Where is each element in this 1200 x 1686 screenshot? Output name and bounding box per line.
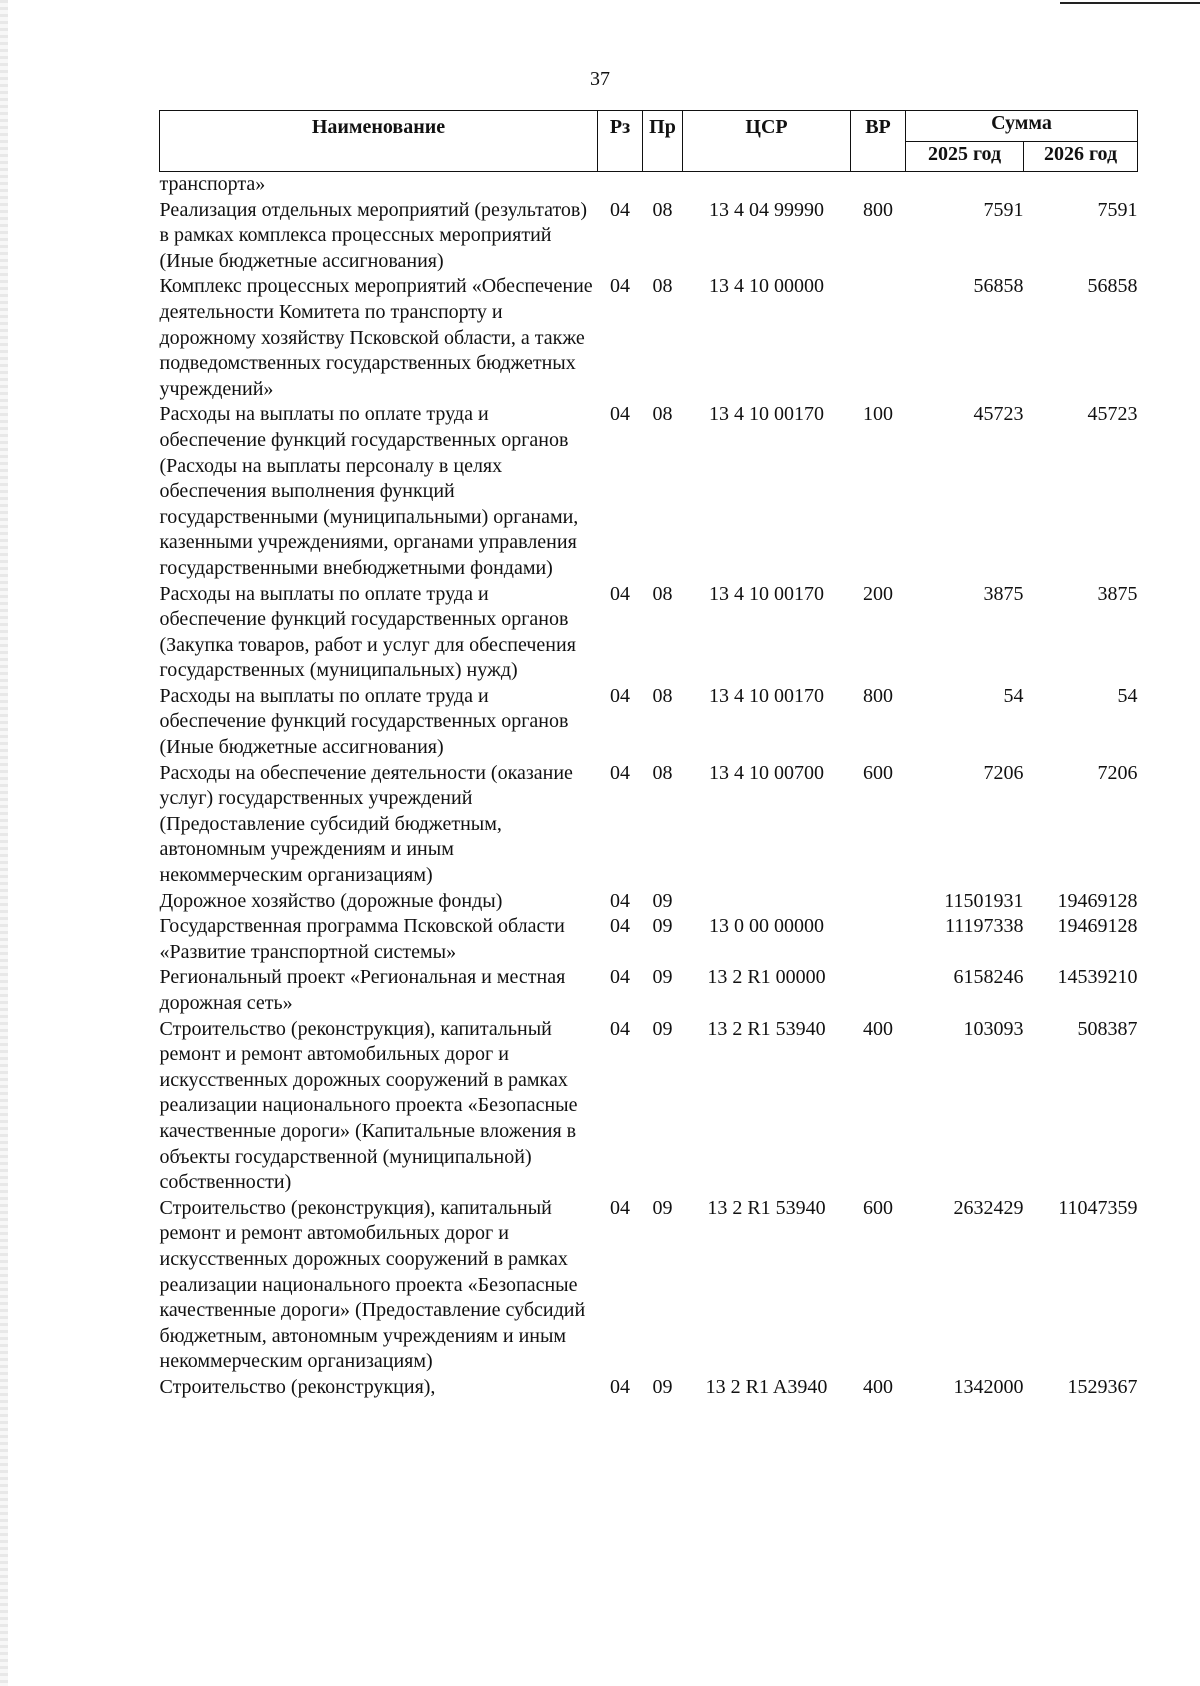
cell-pr: 08	[652, 684, 673, 707]
cell-pr: 09	[652, 966, 673, 989]
cell-csr: 13 4 10 00000	[709, 275, 824, 298]
scan-edge	[0, 0, 8, 1686]
cell-2025: 103093	[963, 1017, 1024, 1040]
cell-csr: 13 4 10 00700	[709, 761, 824, 784]
cell-vr: 800	[863, 198, 893, 221]
cell-csr	[683, 172, 851, 198]
cell-2025: 3875	[983, 582, 1024, 605]
cell-csr: 13 2 R1 53940	[707, 1196, 826, 1219]
cell-vr: 800	[863, 684, 893, 707]
table-body	[160, 172, 1138, 1401]
cell-name: Строительство (реконструкция), капитальный ремонт и ремонт автомобильных дорог и искусственных дорожных сооружений в рамках реализации национального проекта «Безопасные качественные дороги» (Капитальные вложения в объекты государственной (муниципальной) собственности)	[159, 1017, 578, 1194]
cell-rz: 04	[610, 1375, 630, 1398]
cell-vr: 600	[863, 1196, 893, 1219]
table-row	[160, 761, 1138, 889]
cell-rz: 04	[610, 275, 630, 298]
cell-2026: 14539210	[1057, 966, 1138, 989]
cell-rz: 04	[610, 889, 630, 912]
cell-2026: 19469128	[1057, 915, 1138, 938]
table-header	[160, 111, 1138, 172]
cell-2026: 7591	[1097, 198, 1138, 221]
table-row	[160, 1196, 1138, 1375]
cell-rz: 04	[610, 403, 630, 426]
header-sum: Сумма	[906, 111, 1138, 142]
table-row	[160, 684, 1138, 761]
cell-vr: 400	[863, 1017, 893, 1040]
table-row	[160, 914, 1138, 965]
cell-rz: 04	[610, 1196, 630, 1219]
cell-pr: 09	[652, 1375, 673, 1398]
table-row	[160, 1017, 1138, 1196]
cell-rz	[598, 172, 643, 198]
cell-2026: 7206	[1097, 761, 1138, 784]
cell-rz: 04	[610, 684, 630, 707]
cell-name: Комплекс процессных мероприятий «Обеспечение деятельности Комитета по транспорту и дорожному хозяйству Псковской области, а также подведомственных государственных бюджетных учреждений»	[159, 275, 593, 400]
cell-2026: 19469128	[1057, 889, 1138, 912]
cell-2026: 56858	[1087, 275, 1138, 298]
scan-mark	[1060, 2, 1200, 4]
cell-name: Строительство (реконструкция), капитальный ремонт и ремонт автомобильных дорог и искусственных дорожных сооружений в рамках реализации национального проекта «Безопасные качественные дороги» (Предоставление субсидий бюджетным, автономным учреждениям и иным некоммерческим организациям)	[159, 1196, 586, 1373]
cell-vr: 100	[863, 403, 893, 426]
cell-2025: 11197338	[944, 915, 1024, 938]
table-row	[160, 582, 1138, 684]
cell-csr: 13 4 10 00170	[709, 684, 824, 707]
table-row	[160, 889, 1138, 915]
cell-vr	[851, 172, 906, 198]
cell-csr: 13 2 R1 53940	[707, 1017, 826, 1040]
cell-csr: 13 4 04 99990	[709, 198, 824, 221]
cell-rz: 04	[610, 582, 630, 605]
cell-csr	[683, 889, 851, 915]
cell-name: Расходы на выплаты по оплате труда и обеспечение функций государственных органов (Закупка товаров, работ и услуг для обеспечения государственных (муниципальных) нужд)	[159, 582, 576, 682]
cell-name: Строительство (реконструкция),	[159, 1375, 436, 1398]
table-row	[160, 402, 1138, 581]
cell-vr: 400	[863, 1375, 893, 1398]
cell-2026: 1529367	[1067, 1375, 1138, 1398]
cell-2025: 54	[1003, 684, 1024, 707]
cell-pr: 09	[652, 1017, 673, 1040]
cell-csr: 13 4 10 00170	[709, 582, 824, 605]
cell-pr: 08	[652, 403, 673, 426]
cell-pr: 08	[652, 275, 673, 298]
cell-name: Расходы на обеспечение деятельности (оказание услуг) государственных учреждений (Предоставление субсидий бюджетным, автономным учреждениям и иным некоммерческим организациям)	[159, 761, 573, 887]
cell-2025: 56858	[973, 275, 1024, 298]
cell-pr	[643, 172, 683, 198]
cell-rz: 04	[610, 198, 630, 221]
table-row	[160, 274, 1138, 402]
cell-2026: 508387	[1077, 1017, 1138, 1040]
table-row	[160, 1375, 1138, 1401]
header-year-2026: 2026 год	[1024, 141, 1138, 172]
cell-rz: 04	[610, 966, 630, 989]
cell-pr: 08	[652, 582, 673, 605]
cell-vr: 200	[863, 582, 893, 605]
cell-pr: 08	[652, 198, 673, 221]
cell-2026: 11047359	[1058, 1196, 1138, 1219]
cell-2025: 1342000	[953, 1375, 1024, 1398]
cell-2025: 11501931	[944, 889, 1024, 912]
cell-pr: 09	[652, 1196, 673, 1219]
table-row	[160, 965, 1138, 1016]
cell-rz: 04	[610, 915, 630, 938]
cell-name: Дорожное хозяйство (дорожные фонды)	[159, 889, 503, 912]
cell-vr	[851, 274, 906, 402]
page-number: 37	[590, 68, 610, 90]
cell-csr: 13 2 R1 A3940	[705, 1375, 828, 1398]
cell-vr	[851, 965, 906, 1016]
budget-table	[159, 110, 1138, 1401]
header-csr: ЦСР	[683, 111, 851, 172]
cell-name: транспорта»	[159, 173, 266, 195]
cell-rz: 04	[610, 1017, 630, 1040]
cell-vr	[851, 889, 906, 915]
cell-2026: 3875	[1097, 582, 1138, 605]
cell-name: Расходы на выплаты по оплате труда и обеспечение функций государственных органов (Расходы на выплаты персоналу в целях обеспечения выполнения функций государственными (муниципальными) органами, казенными учреждениями, органами управления государственными внебюджетными фондами)	[159, 403, 579, 579]
cell-name: Региональный проект «Региональная и местная дорожная сеть»	[159, 966, 566, 1014]
cell-2025: 7206	[983, 761, 1024, 784]
table-row	[160, 172, 1138, 198]
cell-csr: 13 4 10 00170	[709, 403, 824, 426]
header-pr: Пр	[643, 111, 683, 172]
cell-2026: 54	[1117, 684, 1138, 707]
cell-2025: 2632429	[953, 1196, 1024, 1219]
cell-2025: 45723	[973, 403, 1024, 426]
header-name: Наименование	[160, 111, 598, 172]
cell-name: Реализация отдельных мероприятий (результатов) в рамках комплекса процессных мероприятий (Иные бюджетные ассигнования)	[159, 198, 588, 272]
cell-vr	[851, 914, 906, 965]
header-vr: ВР	[851, 111, 906, 172]
cell-2026: 45723	[1087, 403, 1138, 426]
header-rz: Рз	[598, 111, 643, 172]
cell-pr: 08	[652, 761, 673, 784]
cell-rz: 04	[610, 761, 630, 784]
header-year-2025: 2025 год	[906, 141, 1024, 172]
cell-pr: 09	[652, 915, 673, 938]
cell-pr: 09	[652, 889, 673, 912]
cell-2025	[906, 172, 1024, 198]
cell-name: Расходы на выплаты по оплате труда и обеспечение функций государственных органов (Иные бюджетные ассигнования)	[159, 684, 569, 759]
cell-2025: 6158246	[953, 966, 1024, 989]
cell-csr: 13 0 00 00000	[709, 915, 824, 938]
cell-csr: 13 2 R1 00000	[707, 966, 826, 989]
cell-2026	[1024, 172, 1138, 198]
cell-vr: 600	[863, 761, 893, 784]
table-row	[160, 198, 1138, 275]
cell-2025: 7591	[983, 198, 1024, 221]
cell-name: Государственная программа Псковской области «Развитие транспортной системы»	[159, 915, 565, 963]
